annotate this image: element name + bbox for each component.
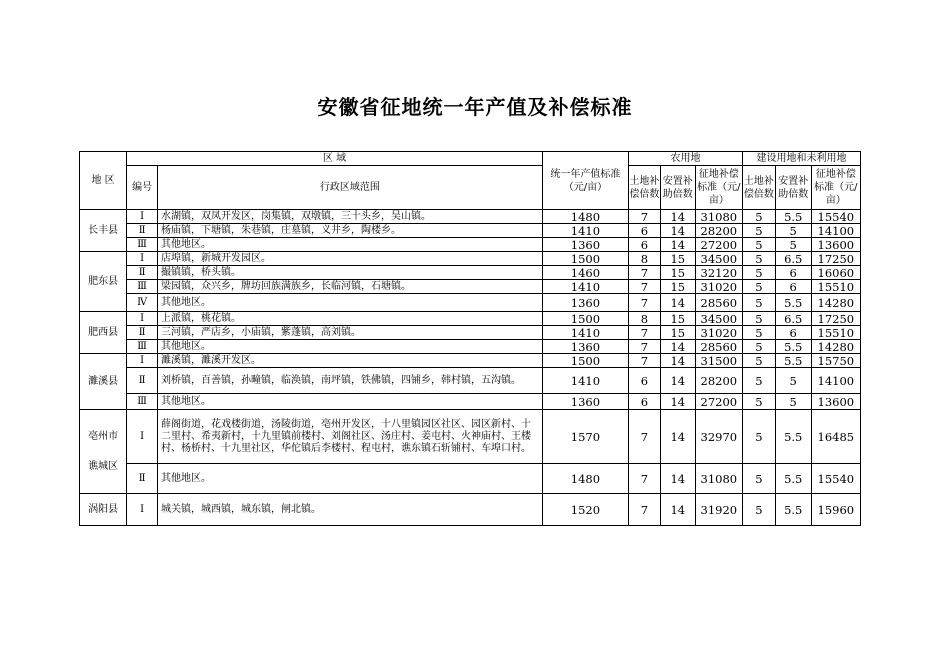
zone-scope: 其他地区。 bbox=[157, 238, 542, 252]
cell-value: 1360 bbox=[542, 394, 628, 410]
cell-f-land: 7 bbox=[629, 210, 661, 224]
cell-value: 1410 bbox=[542, 280, 628, 294]
zone-code: Ⅲ bbox=[127, 238, 158, 252]
zone-scope: 三河镇，严店乡，小庙镇，紫蓬镇，高刘镇。 bbox=[157, 326, 542, 340]
zone-scope: 杨庙镇，下塘镇，朱巷镇，庄墓镇，义井乡，陶楼乡。 bbox=[157, 224, 542, 238]
cell-c-std: 15960 bbox=[811, 494, 860, 526]
zone-code: Ⅰ bbox=[127, 354, 158, 368]
cell-f-std: 34500 bbox=[695, 312, 742, 326]
table-row bbox=[80, 394, 861, 410]
cell-f-res: 15 bbox=[660, 326, 695, 340]
cell-c-land: 5 bbox=[742, 394, 775, 410]
cell-c-land: 5 bbox=[742, 266, 775, 280]
cell-c-std: 17250 bbox=[811, 252, 860, 266]
header-code: 编号 bbox=[127, 166, 158, 210]
cell-f-land: 7 bbox=[629, 464, 661, 494]
cell-c-std: 16060 bbox=[811, 266, 860, 280]
cell-f-land: 8 bbox=[629, 252, 661, 266]
cell-f-res: 14 bbox=[660, 494, 695, 526]
cell-c-land: 5 bbox=[742, 252, 775, 266]
table-row bbox=[80, 354, 861, 368]
cell-f-std: 28560 bbox=[695, 294, 742, 312]
zone-scope: 刘桥镇，百善镇，孙疃镇，临涣镇，南坪镇，铁佛镇，四铺乡，韩村镇，五沟镇。 bbox=[157, 368, 542, 394]
table-row bbox=[80, 238, 861, 252]
table-row bbox=[80, 280, 861, 294]
cell-value: 1410 bbox=[542, 224, 628, 238]
region-name bbox=[80, 312, 127, 354]
region-name bbox=[80, 354, 127, 410]
table-row bbox=[80, 340, 861, 354]
cell-c-std: 14280 bbox=[811, 340, 860, 354]
header-f-comp-standard: 征地补偿标准（元/亩） bbox=[695, 166, 742, 210]
cell-c-land: 5 bbox=[742, 326, 775, 340]
table-row bbox=[80, 252, 861, 266]
compensation-table bbox=[79, 151, 861, 526]
table-row bbox=[80, 494, 861, 526]
cell-f-res: 15 bbox=[660, 280, 695, 294]
table-row bbox=[80, 224, 861, 238]
region-name-label: 肥西县 bbox=[88, 326, 119, 338]
cell-c-std: 14100 bbox=[811, 224, 860, 238]
cell-f-std: 27200 bbox=[695, 238, 742, 252]
cell-c-std: 15510 bbox=[811, 326, 860, 340]
cell-f-std: 32970 bbox=[695, 410, 742, 464]
cell-c-land: 5 bbox=[742, 238, 775, 252]
region-name bbox=[80, 410, 127, 494]
page-title: 安徽省征地统一年产值及补偿标准 bbox=[317, 95, 633, 119]
cell-c-land: 5 bbox=[742, 410, 775, 464]
zone-scope: 梁园镇，众兴乡，牌坊回族满族乡，长临河镇，石塘镇。 bbox=[157, 280, 542, 294]
cell-f-std: 31920 bbox=[695, 494, 742, 526]
zone-scope: 其他地区。 bbox=[157, 294, 542, 312]
cell-f-land: 7 bbox=[629, 494, 661, 526]
cell-c-land: 5 bbox=[742, 464, 775, 494]
cell-c-res: 5.5 bbox=[775, 294, 811, 312]
cell-f-res: 14 bbox=[660, 410, 695, 464]
cell-f-res: 14 bbox=[660, 394, 695, 410]
zone-scope: 上派镇，桃花镇。 bbox=[157, 312, 542, 326]
zone-code: Ⅰ bbox=[127, 410, 158, 464]
cell-f-land: 8 bbox=[629, 312, 661, 326]
zone-code: Ⅲ bbox=[127, 340, 158, 354]
cell-c-land: 5 bbox=[742, 312, 775, 326]
cell-f-land: 7 bbox=[629, 280, 661, 294]
cell-c-std: 14280 bbox=[811, 294, 860, 312]
cell-c-std: 13600 bbox=[811, 394, 860, 410]
zone-scope: 濉溪镇，濉溪开发区。 bbox=[157, 354, 542, 368]
cell-f-std: 28200 bbox=[695, 224, 742, 238]
cell-f-res: 15 bbox=[660, 312, 695, 326]
cell-f-res: 15 bbox=[660, 252, 695, 266]
cell-c-std: 17250 bbox=[811, 312, 860, 326]
cell-c-res: 6 bbox=[775, 266, 811, 280]
cell-c-std: 15510 bbox=[811, 280, 860, 294]
cell-c-res: 5 bbox=[775, 224, 811, 238]
zone-scope: 撮镇镇，桥头镇。 bbox=[157, 266, 542, 280]
cell-value: 1460 bbox=[542, 266, 628, 280]
cell-f-res: 14 bbox=[660, 224, 695, 238]
cell-f-res: 14 bbox=[660, 464, 695, 494]
cell-c-res: 5.5 bbox=[775, 210, 811, 224]
cell-c-res: 6 bbox=[775, 326, 811, 340]
cell-value: 1500 bbox=[542, 354, 628, 368]
cell-f-land: 7 bbox=[629, 354, 661, 368]
cell-f-res: 14 bbox=[660, 210, 695, 224]
cell-c-land: 5 bbox=[742, 340, 775, 354]
cell-c-res: 5 bbox=[775, 394, 811, 410]
cell-c-land: 5 bbox=[742, 224, 775, 238]
cell-c-res: 5.5 bbox=[775, 354, 811, 368]
table-row bbox=[80, 464, 861, 494]
cell-c-res: 6.5 bbox=[775, 312, 811, 326]
cell-f-land: 7 bbox=[629, 410, 661, 464]
table-row bbox=[80, 326, 861, 340]
cell-f-land: 6 bbox=[629, 394, 661, 410]
cell-f-std: 28560 bbox=[695, 340, 742, 354]
zone-code: Ⅲ bbox=[127, 280, 158, 294]
cell-f-std: 28200 bbox=[695, 368, 742, 394]
zone-scope: 薛阁街道，花戏楼街道，汤陵街道，亳州开发区，十八里镇园区社区、园区新村、十二里村、希夷新村，十九里镇前楼村、刘阁社区、汤庄村、姜屯村、火神庙村、王楼村、杨桥村、十九里社区，华佗镇后李楼村、程屯村，谯东镇石斩铺村、车埠口村。 bbox=[157, 410, 542, 464]
cell-c-res: 6 bbox=[775, 280, 811, 294]
cell-f-res: 14 bbox=[660, 340, 695, 354]
cell-c-land: 5 bbox=[742, 294, 775, 312]
zone-scope: 其他地区。 bbox=[157, 464, 542, 494]
cell-value: 1410 bbox=[542, 326, 628, 340]
header-c-comp-standard: 征地补偿标准（元/亩） bbox=[811, 166, 860, 210]
region-name-label: 长丰县 bbox=[88, 224, 119, 236]
cell-c-res: 6.5 bbox=[775, 252, 811, 266]
header-construction: 建设用地和未利用地 bbox=[742, 152, 860, 166]
table-row bbox=[80, 312, 861, 326]
zone-scope: 店埠镇，新城开发园区。 bbox=[157, 252, 542, 266]
zone-code: Ⅱ bbox=[127, 326, 158, 340]
cell-value: 1570 bbox=[542, 410, 628, 464]
cell-c-res: 5.5 bbox=[775, 494, 811, 526]
cell-value: 1500 bbox=[542, 252, 628, 266]
cell-value: 1500 bbox=[542, 312, 628, 326]
cell-f-std: 31080 bbox=[695, 210, 742, 224]
region-name-label: 亳州市 bbox=[88, 430, 119, 442]
zone-code: Ⅰ bbox=[127, 494, 158, 526]
cell-value: 1360 bbox=[542, 340, 628, 354]
cell-f-land: 6 bbox=[629, 238, 661, 252]
header-region: 地 区 bbox=[80, 152, 127, 210]
zone-code: Ⅰ bbox=[127, 312, 158, 326]
cell-c-res: 5 bbox=[775, 368, 811, 394]
cell-f-res: 14 bbox=[660, 294, 695, 312]
cell-f-land: 6 bbox=[629, 368, 661, 394]
region-name bbox=[80, 210, 127, 252]
table-row bbox=[80, 410, 861, 464]
region-name bbox=[80, 494, 127, 526]
cell-c-land: 5 bbox=[742, 210, 775, 224]
region-name-label: 涡阳县 bbox=[88, 503, 119, 515]
table-row bbox=[80, 266, 861, 280]
region-name-label: 濉溪县 bbox=[88, 375, 119, 387]
header-c-land-multiple: 土地补偿倍数 bbox=[742, 166, 775, 210]
cell-c-std: 15750 bbox=[811, 354, 860, 368]
cell-c-land: 5 bbox=[742, 494, 775, 526]
zone-code: Ⅱ bbox=[127, 368, 158, 394]
cell-f-std: 31500 bbox=[695, 354, 742, 368]
header-f-resettle-multiple: 安置补助倍数 bbox=[660, 166, 695, 210]
region-name-label: 肥东县 bbox=[88, 275, 119, 287]
cell-f-res: 15 bbox=[660, 266, 695, 280]
zone-code: Ⅰ bbox=[127, 252, 158, 266]
cell-f-land: 6 bbox=[629, 224, 661, 238]
zone-scope: 城关镇，城西镇，城东镇，闸北镇。 bbox=[157, 494, 542, 526]
cell-value: 1410 bbox=[542, 368, 628, 394]
header-area: 区 域 bbox=[127, 152, 543, 166]
zone-scope: 水湖镇，双凤开发区，岗集镇，双墩镇，三十头乡，吴山镇。 bbox=[157, 210, 542, 224]
table-row bbox=[80, 294, 861, 312]
cell-f-std: 31020 bbox=[695, 326, 742, 340]
zone-code: Ⅱ bbox=[127, 464, 158, 494]
cell-f-land: 7 bbox=[629, 326, 661, 340]
region-name-label-2: 谯城区 bbox=[88, 460, 119, 472]
cell-c-std: 14100 bbox=[811, 368, 860, 394]
cell-c-std: 13600 bbox=[811, 238, 860, 252]
zone-scope: 其他地区。 bbox=[157, 394, 542, 410]
cell-f-std: 31020 bbox=[695, 280, 742, 294]
cell-value: 1360 bbox=[542, 294, 628, 312]
zone-code: Ⅲ bbox=[127, 394, 158, 410]
zone-scope: 其他地区。 bbox=[157, 340, 542, 354]
cell-f-std: 34500 bbox=[695, 252, 742, 266]
zone-code: Ⅱ bbox=[127, 266, 158, 280]
cell-c-res: 5.5 bbox=[775, 410, 811, 464]
header-annual-value: 统一年产值标准（元/亩） bbox=[542, 152, 628, 210]
cell-f-res: 14 bbox=[660, 354, 695, 368]
cell-f-land: 7 bbox=[629, 294, 661, 312]
cell-c-std: 15540 bbox=[811, 464, 860, 494]
cell-c-res: 5 bbox=[775, 238, 811, 252]
zone-code: Ⅳ bbox=[127, 294, 158, 312]
table-row bbox=[80, 210, 861, 224]
cell-value: 1480 bbox=[542, 464, 628, 494]
cell-c-res: 5.5 bbox=[775, 464, 811, 494]
cell-f-std: 31080 bbox=[695, 464, 742, 494]
cell-value: 1480 bbox=[542, 210, 628, 224]
cell-c-land: 5 bbox=[742, 354, 775, 368]
cell-c-land: 5 bbox=[742, 280, 775, 294]
header-scope: 行政区域范围 bbox=[157, 166, 542, 210]
header-c-resettle-multiple: 安置补助倍数 bbox=[775, 166, 811, 210]
cell-f-res: 14 bbox=[660, 238, 695, 252]
cell-f-land: 7 bbox=[629, 340, 661, 354]
cell-value: 1520 bbox=[542, 494, 628, 526]
cell-c-land: 5 bbox=[742, 368, 775, 394]
table-row bbox=[80, 368, 861, 394]
cell-c-std: 16485 bbox=[811, 410, 860, 464]
cell-c-res: 5.5 bbox=[775, 340, 811, 354]
cell-f-std: 32120 bbox=[695, 266, 742, 280]
cell-f-land: 7 bbox=[629, 266, 661, 280]
header-f-land-multiple: 土地补偿倍数 bbox=[629, 166, 661, 210]
cell-c-std: 15540 bbox=[811, 210, 860, 224]
cell-value: 1360 bbox=[542, 238, 628, 252]
zone-code: Ⅰ bbox=[127, 210, 158, 224]
header-farmland: 农用地 bbox=[629, 152, 743, 166]
cell-f-std: 27200 bbox=[695, 394, 742, 410]
cell-f-res: 14 bbox=[660, 368, 695, 394]
zone-code: Ⅱ bbox=[127, 224, 158, 238]
region-name bbox=[80, 252, 127, 312]
